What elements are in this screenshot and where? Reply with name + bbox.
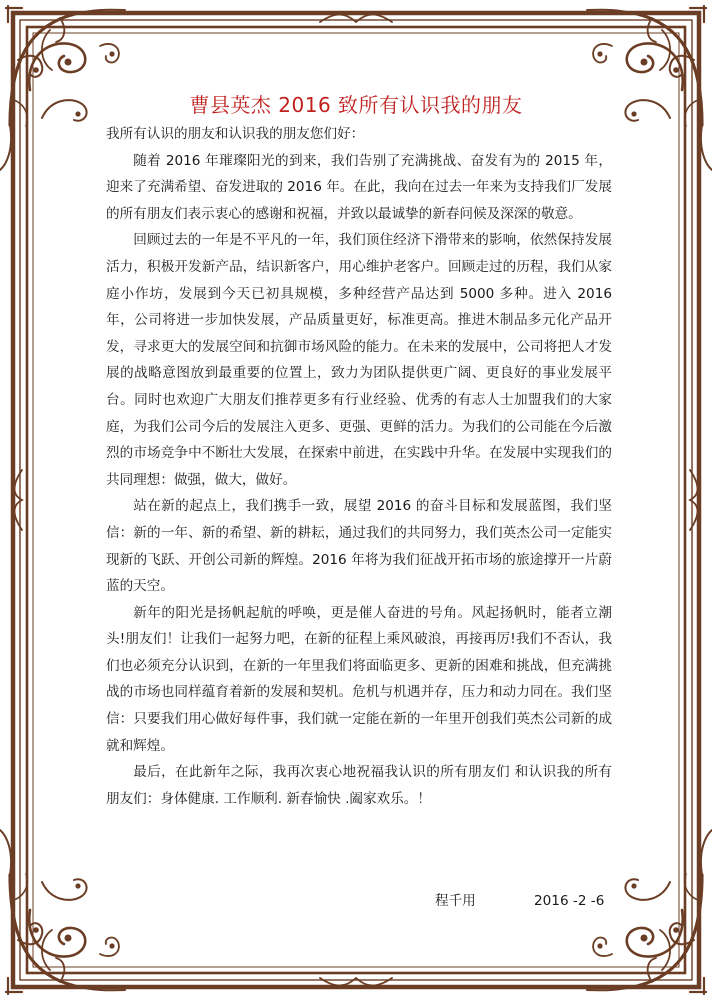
letter-body <box>106 121 612 812</box>
corner-ornament-bl <box>0 830 125 994</box>
corner-ornament-br <box>587 830 712 994</box>
salutation: 我所有认识的朋友和认识我的朋友您们好： <box>106 126 365 142</box>
paragraph: 随着 2016 年璀璨阳光的到来，我们告别了充满挑战、奋发有为的 2015 年，迎来了充满希望、奋发进取的 2016 年。在此，我向在过去一年来为支持我们厂发展的所有朋友们表示衷心的感谢和祝福，并致以最诚挚的新春问候及深深的敬意。 <box>106 152 612 222</box>
signature-name: 程千用 <box>435 893 476 909</box>
paragraph: 最后，在此新年之际，我再次衷心地祝福我认识的所有朋友们 和认识我的所有朋友们：身体健康. 工作顺利. 新春愉快 .阖家欢乐。！ <box>106 764 612 807</box>
page-title: 曹县英杰 2016 致所有认识我的朋友 <box>189 93 523 117</box>
paragraph: 新年的阳光是扬帆起航的呼唤，更是催人奋进的号角。风起扬帆时，能者立潮头!朋友们！让我们一起努力吧，在新的征程上乘风破浪，再接再厉!我们不否认，我们也必须充分认识到，在新的一年里我们将面临更多、更新的困难和挑战，但充满挑战的市场也同样蕴育着新的发展和契机。危机与机遇并存，压力和动力同在。我们坚信：只要我们用心做好每件事，我们就一定能在新的一年里开创我们英杰公司新的成就和辉煌。 <box>106 604 612 754</box>
signature-date: 2016 -2 -6 <box>534 893 605 909</box>
paragraph: 站在新的起点上，我们携手一致，展望 2016 的奋斗目标和发展蓝图，我们坚信：新的一年、新的希望、新的耕耘，通过我们的共同努力，我们英杰公司一定能实现新的飞跃、开创公司新的辉煌。2016 年将为我们征战开拓市场的旅途撑开一片蔚蓝的天空。 <box>106 498 612 595</box>
paragraph: 回顾过去的一年是不平凡的一年，我们顶住经济下滑带来的影响，依然保持发展活力，积极开发新产品，结识新客户，用心维护老客户。回顾走过的历程，我们从家庭小作坊，发展到今天已初具规模，多种经营产品达到 5000 多种。进入 2016 年，公司将进一步加快发展，产品质量更好，标准更高。推进木制品多元化产品开发，寻求更大的发展空间和抗御市场风险的能力。在未来的发展中，公司将把人才发展的战略意图放到最重要的位置上，致力为团队提供更广阔、更良好的事业发展平台。同时也欢迎广大朋友们推荐更多有行业经验、优秀的有志人士加盟我们的大家庭，为我们公司今后的发展注入更多、更强、更鲜的活力。为我们的公司能在今后激烈的市场竞争中不断壮大发展，在探索中前进，在实践中升华。在发展中实现我们的共同理想：做强，做大，做好。 <box>106 232 612 488</box>
